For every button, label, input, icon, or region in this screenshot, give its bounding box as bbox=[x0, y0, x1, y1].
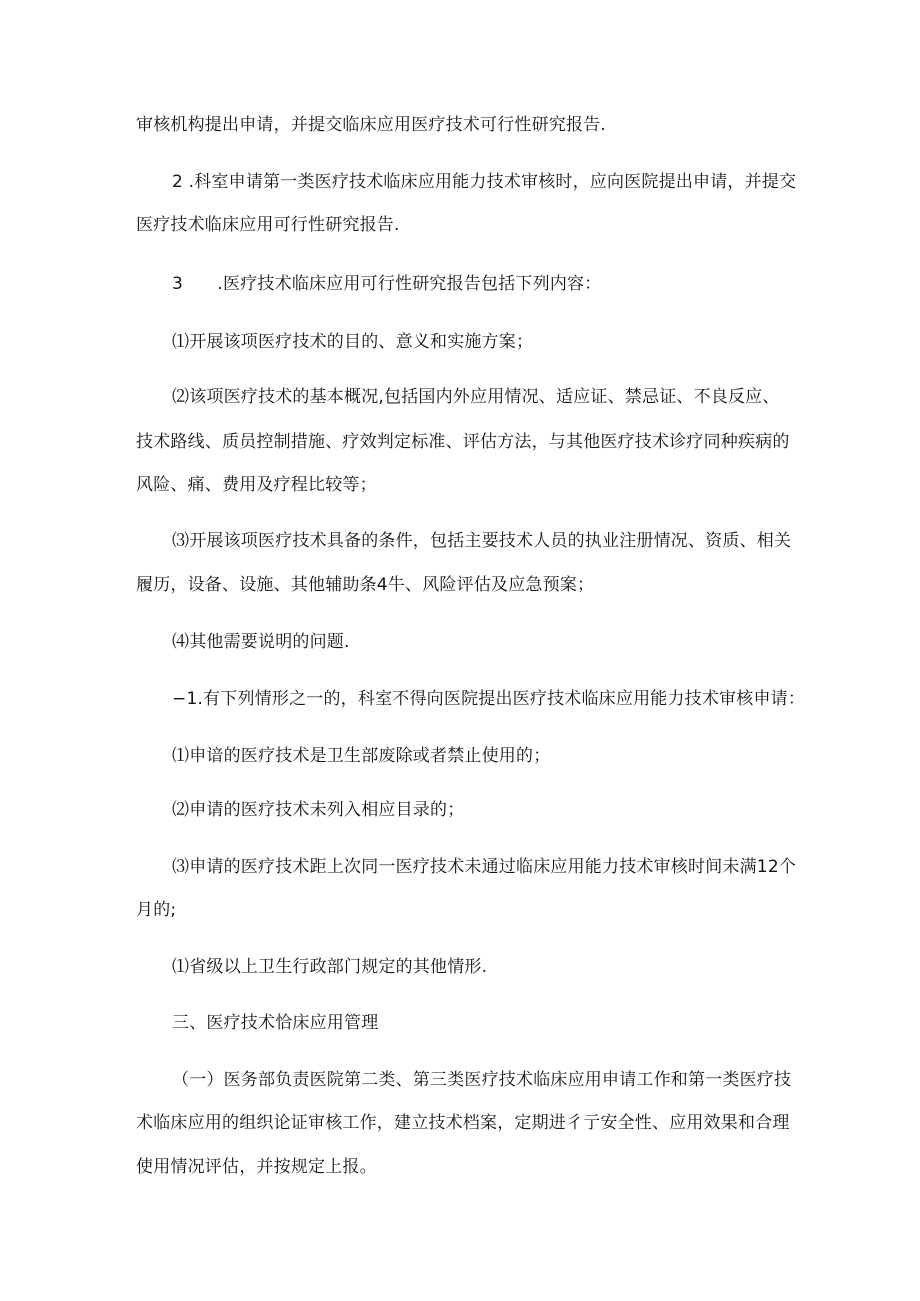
text-line: 2 .科室申请第一类医疗技术临床应用能力技术审核时，应向医院提出申请，并提交 bbox=[172, 172, 797, 192]
text-line: ⑵申请的医疗技术未列入相应目录的； bbox=[172, 800, 465, 820]
text-line: 履历，设备、设施、其他辅助条4牛、风险评估及应急预案； bbox=[136, 575, 595, 595]
text-line: 风险、痛、费用及疗程比较等； bbox=[136, 475, 377, 495]
text-line: 医疗技术临床应用可行性研究报告. bbox=[136, 215, 400, 235]
section-heading: 三、医疗技术恰床应用管理 bbox=[172, 1013, 379, 1033]
text-line: 3 .医疗技术临床应用可行性研究报告包括下列内容： bbox=[172, 274, 602, 294]
text-line: 审核机构提出申请，并提交临床应用医疗技术可行性研究报告. bbox=[136, 115, 607, 135]
text-line: 月的; bbox=[136, 900, 177, 920]
text-line: 使用情况评估，并按规定上报。 bbox=[136, 1157, 377, 1177]
text-line: ⑴省级以上卫生行政部门规定的其他情形. bbox=[172, 957, 488, 977]
text-line: 术临床应用的组织论证审核工作，建立技术档案，定期进彳亍安全性、应用效果和合理 bbox=[136, 1113, 790, 1133]
text-line: ⑷其他需要说明的问题. bbox=[172, 632, 350, 652]
text-line: ⑶申请的医疗技术距上次同一医疗技术未通过临床应用能力技术审核时间未满12个 bbox=[172, 857, 797, 877]
text-line: （一）医务部负责医院第二类、第三类医疗技术临床应用申请工作和第一类医疗技 bbox=[172, 1070, 792, 1090]
text-line: −1.有下列情形之一的，科室不得向医院提出医疗技术临床应用能力技术审核申请： bbox=[172, 689, 806, 709]
text-line: ⑴开展该项医疗技术的目的、意义和实施方案； bbox=[172, 332, 534, 352]
text-line: ⑴申谙的医疗技术是卫生部废除或者禁止使用的； bbox=[172, 746, 551, 766]
text-line: 技术路线、质员控制措施、疗效判定标准、评估方法，与其他医疗技术诊疗同种疾病的 bbox=[136, 432, 790, 452]
text-line: ⑶开展该项医疗技术具备的条件，包括主要技术人员的执业注册情况、资质、相关 bbox=[172, 531, 792, 551]
text-line: ⑵该项医疗技术的基本概况,包括国内外应用情况、适应证、禁忌证、不良反应、 bbox=[172, 387, 780, 407]
